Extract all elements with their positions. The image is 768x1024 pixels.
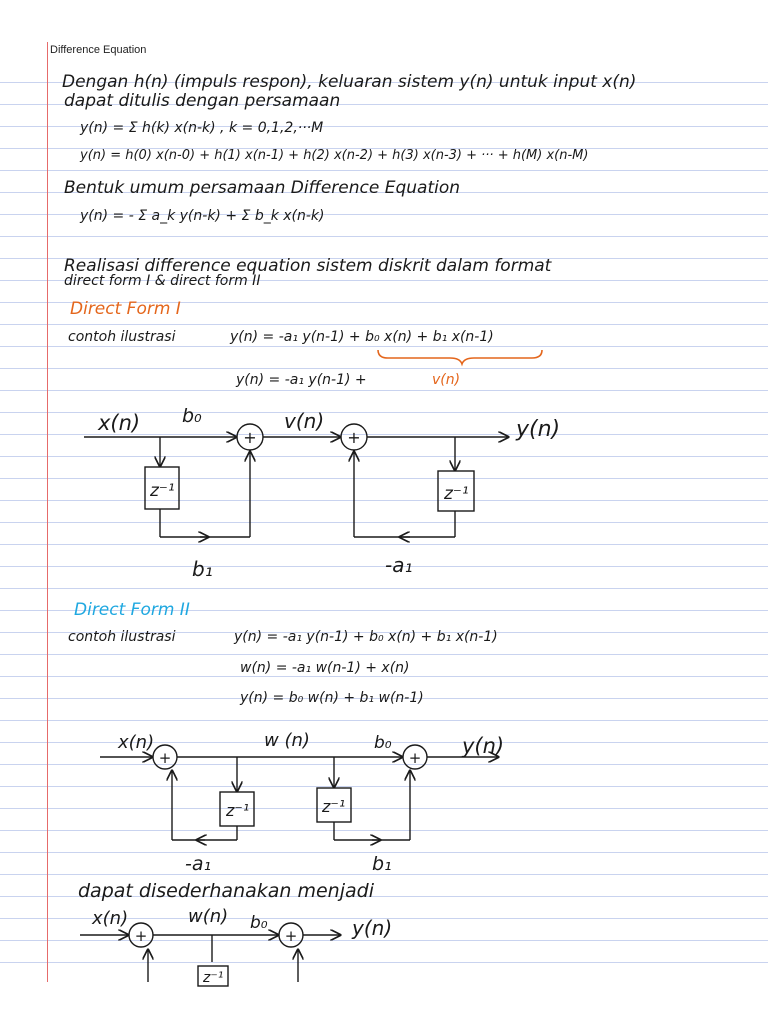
d3-delay: z⁻¹ (203, 970, 224, 986)
d1-b0-label: b₀ (182, 405, 202, 427)
d1-b1-label: b₁ (192, 557, 213, 581)
d2-output-label: y(n) (462, 734, 505, 758)
d3-adder-1: + (134, 927, 148, 945)
df2-w-equation: w(n) = -a₁ w(n-1) + x(n) (240, 660, 410, 676)
intro-line-2: dapat ditulis dengan persamaan (64, 91, 341, 111)
page-title: Difference Equation (50, 44, 147, 56)
difference-equation: y(n) = - Σ a_k y(n-k) + Σ b_k x(n-k) (80, 208, 325, 224)
d2-b0-label: b₀ (374, 733, 392, 753)
d3-adder-2: + (284, 927, 298, 945)
d2-w-label: w (n) (264, 730, 310, 751)
d1-a1-label: -a₁ (385, 553, 413, 577)
direct-form-2-heading: Direct Form II (74, 600, 190, 620)
d1-input-label: x(n) (98, 411, 141, 435)
realization-line-2: direct form I & direct form II (64, 273, 261, 289)
d1-delay-1: z⁻¹ (150, 481, 175, 501)
d1-output-label: y(n) (516, 417, 561, 442)
example-label-1: contoh ilustrasi (68, 329, 176, 345)
d1-delay-2: z⁻¹ (444, 484, 469, 504)
d2-adder-1: + (158, 749, 172, 767)
d2-delay-1: z⁻¹ (226, 801, 250, 820)
direct-form-1-diagram (84, 424, 508, 537)
intro-line-1: Dengan h(n) (impuls respon), keluaran sistem y(n) untuk input x(n) (62, 72, 637, 92)
expanded-equation: y(n) = h(0) x(n-0) + h(1) x(n-1) + h(2) x(n-2) + h(3) x(n-3) + ··· + h(M) x(n-M) (80, 148, 589, 163)
d2-adder-2: + (408, 749, 422, 767)
general-form-line: Bentuk umum persamaan Difference Equation (64, 178, 461, 198)
d1-adder-2: + (347, 428, 361, 447)
df2-y-equation: y(n) = b₀ w(n) + b₁ w(n-1) (240, 690, 424, 706)
df1-rewritten-eq: y(n) = -a₁ y(n-1) + (236, 372, 367, 388)
df1-v-term: v(n) (432, 372, 461, 388)
example-equation-2: y(n) = -a₁ y(n-1) + b₀ x(n) + b₁ x(n-1) (234, 629, 498, 645)
d3-output-label: y(n) (352, 916, 393, 940)
d3-input-label: x(n) (92, 908, 129, 929)
d1-v-label: v(n) (284, 409, 325, 433)
convolution-equation: y(n) = Σ h(k) x(n-k) , k = 0,1,2,···M (80, 120, 324, 136)
d3-b0-label: b₀ (250, 913, 268, 933)
example-equation-1: y(n) = -a₁ y(n-1) + b₀ x(n) + b₁ x(n-1) (230, 329, 494, 345)
d1-adder-1: + (243, 428, 257, 447)
realization-line-1: Realisasi difference equation sistem diskrit dalam format (64, 256, 552, 276)
d2-b1-label: b₁ (372, 853, 392, 875)
d3-w-label: w(n) (188, 906, 229, 927)
simplify-line: dapat disederhanakan menjadi (78, 880, 374, 902)
orange-brace (378, 350, 542, 364)
d2-delay-2: z⁻¹ (322, 797, 346, 816)
d2-input-label: x(n) (118, 732, 155, 753)
direct-form-1-heading: Direct Form I (70, 299, 181, 319)
d2-a1-label: -a₁ (185, 853, 212, 875)
example-label-2: contoh ilustrasi (68, 629, 176, 645)
